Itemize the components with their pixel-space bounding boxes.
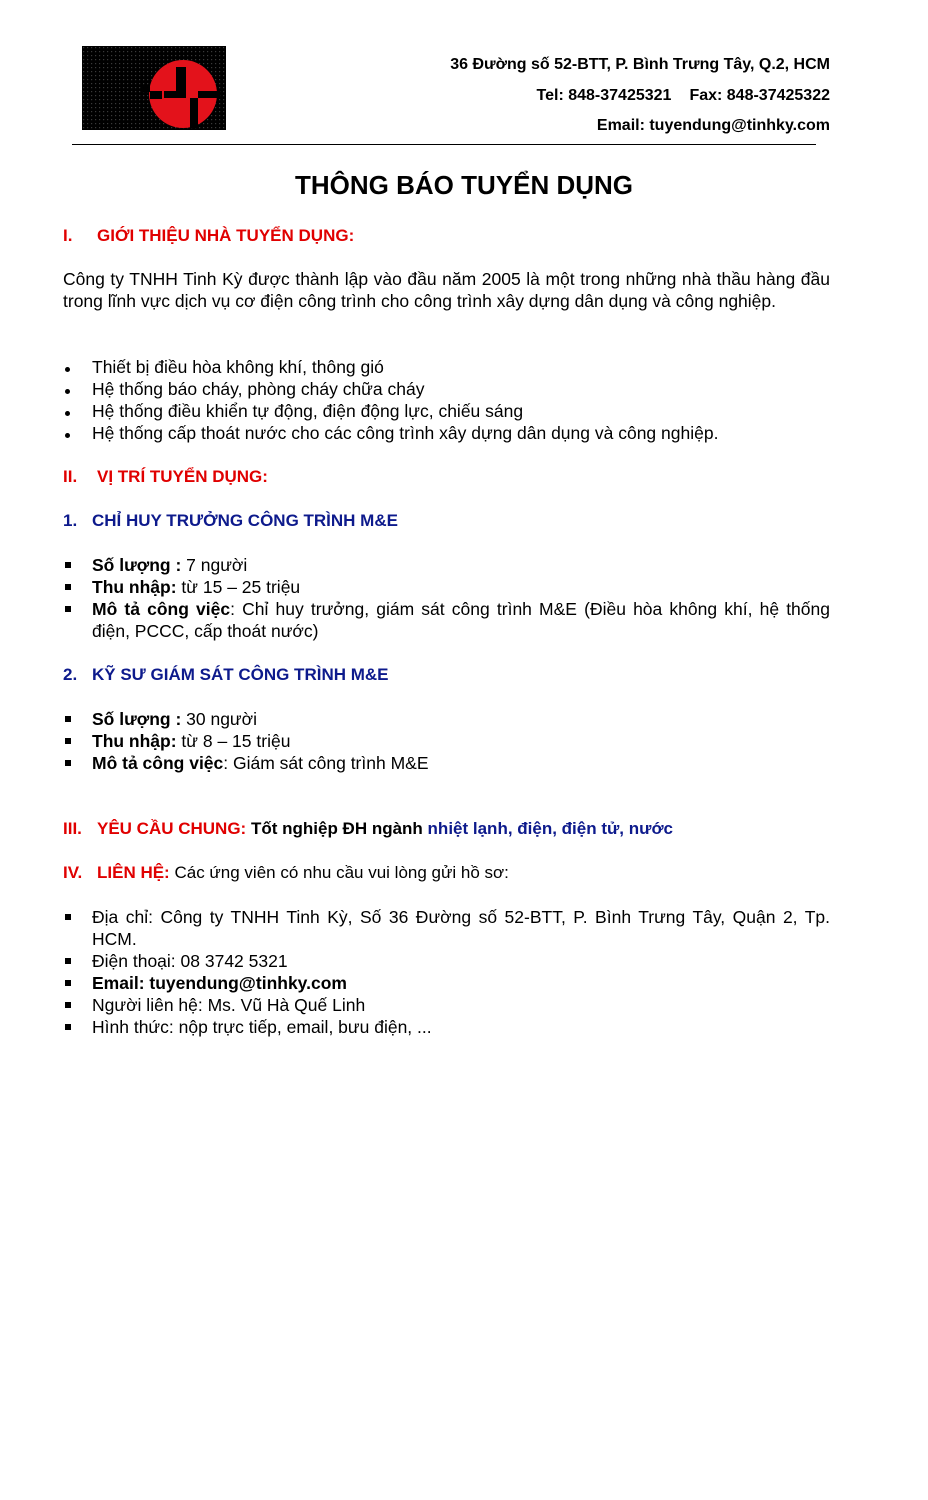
list-item: Hệ thống điều khiển tự động, điện động lực, chiếu sáng (63, 400, 830, 422)
contact-email: Email: tuyendung@tinhky.com (63, 972, 830, 994)
section-1-number: I. (63, 226, 73, 245)
company-phone-fax (537, 87, 830, 105)
list-item: Hệ thống cấp thoát nước cho các công trình xây dựng dân dụng và công nghiệp. (63, 422, 830, 444)
list-item: Số lượng : 7 người (63, 554, 830, 576)
contact-list (63, 906, 830, 1038)
requirement-fields: nhiệt lạnh, điện, điện tử, nước (427, 819, 673, 838)
section-2-number: II. (63, 467, 78, 486)
company-tel: Tel: 848-37425321 (536, 87, 672, 104)
position-2-title: KỸ SƯ GIÁM SÁT CÔNG TRÌNH M&E (92, 665, 389, 684)
section-4-number: IV. (63, 863, 83, 882)
contact-phone: Điện thoại: 08 3742 5321 (63, 950, 830, 972)
contact-intro: Các ứng viên có nhu cầu vui lòng gửi hồ sơ: (169, 863, 509, 882)
position-2-details (63, 708, 830, 774)
section-2-title: VỊ TRÍ TUYỂN DỤNG: (97, 467, 268, 486)
requirement-text: Tốt nghiệp ĐH ngành (246, 819, 428, 838)
position-1-heading (63, 511, 398, 531)
list-item: Mô tả công việc: Chỉ huy trưởng, giám sát công trình M&E (Điều hòa không khí, hệ thống điện, PCCC, cấp thoát nước) (63, 598, 830, 642)
service-list (63, 356, 830, 444)
section-3-number: III. (63, 819, 82, 838)
list-item: Thu nhập: từ 15 – 25 triệu (63, 576, 830, 598)
page-title: THÔNG BÁO TUYỂN DỤNG (295, 170, 633, 200)
section-1-title: GIỚI THIỆU NHÀ TUYỂN DỤNG: (97, 226, 355, 245)
company-fax: Fax: 848-37425322 (689, 87, 830, 104)
list-item: Hệ thống báo cháy, phòng cháy chữa cháy (63, 378, 830, 400)
position-2-heading (63, 665, 389, 685)
section-3-title: YÊU CẦU CHUNG: (97, 819, 247, 838)
position-1-details (63, 554, 830, 642)
section-4-heading (63, 863, 509, 883)
company-email: Email: tuyendung@tinhky.com (596, 117, 830, 134)
section-1-heading (63, 226, 354, 246)
section-3-heading (63, 819, 673, 839)
contact-person: Người liên hệ: Ms. Vũ Hà Quế Linh (63, 994, 830, 1016)
list-item: Thiết bị điều hòa không khí, thông gió (63, 356, 830, 378)
contact-address: Địa chỉ: Công ty TNHH Tinh Kỳ, Số 36 Đường số 52-BTT, P. Bình Trưng Tây, Quận 2, Tp. HCM. (63, 906, 830, 950)
company-address: 36 Đường số 52-BTT, P. Bình Trưng Tây, Q.2, HCM (450, 56, 830, 73)
list-item: Mô tả công việc: Giám sát công trình M&E (63, 752, 830, 774)
header-divider (72, 144, 816, 145)
position-1-number: 1. (63, 511, 78, 530)
section-4-title: LIÊN HỆ: (97, 863, 170, 882)
list-item: Thu nhập: từ 8 – 15 triệu (63, 730, 830, 752)
company-logo (82, 46, 226, 130)
contact-method: Hình thức: nộp trực tiếp, email, bưu điện, ... (63, 1016, 830, 1038)
position-2-number: 2. (63, 665, 78, 684)
position-1-title: CHỈ HUY TRƯỞNG CÔNG TRÌNH M&E (92, 511, 398, 530)
list-item: Số lượng : 30 người (63, 708, 830, 730)
section-2-heading (63, 467, 268, 487)
company-intro: Công ty TNHH Tinh Kỳ được thành lập vào đầu năm 2005 là một trong những nhà thầu hàng đầu trong lĩnh vực dịch vụ cơ điện công trình cho công trình xây dựng dân dụng và công nghiệp. (63, 269, 830, 311)
